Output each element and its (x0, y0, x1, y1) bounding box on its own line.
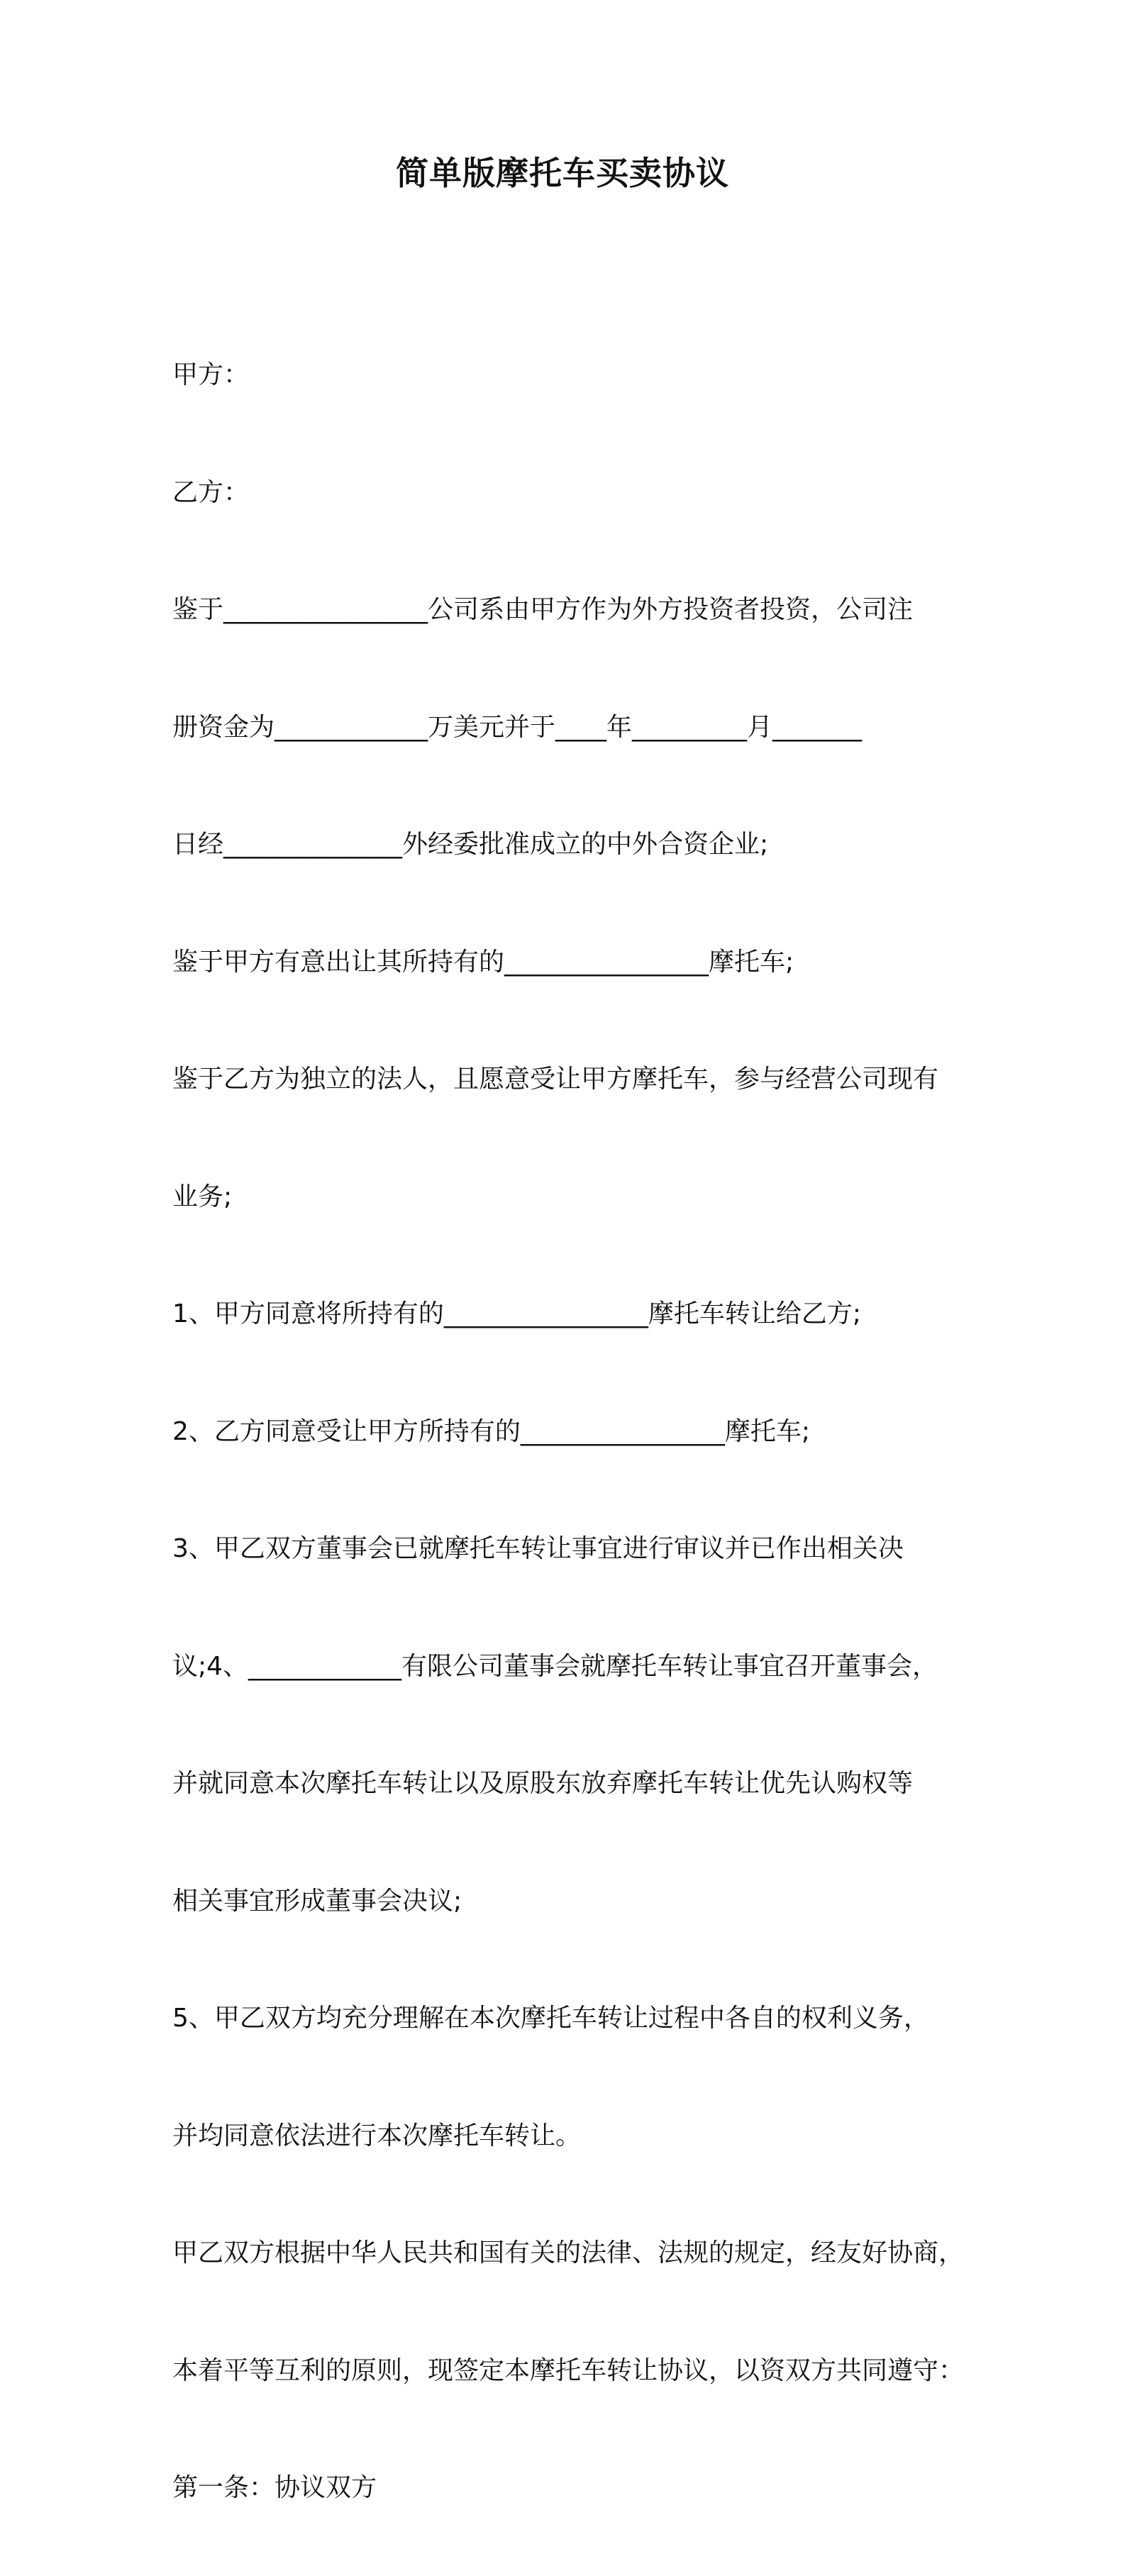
document-body (172, 287, 988, 2576)
clause-line: 3、甲乙双方董事会已就摩托车转让事宜进行审议并已作出相关决 (172, 1534, 904, 1563)
paragraph-line: 业务; (172, 1182, 233, 1211)
clause-line: 2、乙方同意受让甲方所持有的________________摩托车; (172, 1416, 811, 1446)
clause-line: 并就同意本次摩托车转让以及原股东放弃摩托车转让优先认购权等 (172, 1769, 914, 1798)
clause-line: 5、甲乙双方均充分理解在本次摩托车转让过程中各自的权利义务， (172, 2004, 929, 2033)
clause-line: 议;4、____________有限公司董事会就摩托车转让事宜召开董事会， (172, 1651, 938, 1681)
party-a-line: 甲方： (172, 360, 250, 389)
clause-line: 并均同意依法进行本次摩托车转让。 (172, 2121, 582, 2150)
paragraph-line: 鉴于甲方有意出让其所持有的________________摩托车; (172, 947, 794, 977)
paragraph-line: 册资金为____________万美元并于____年_________月_______ (172, 712, 863, 742)
article-heading: 第一条：协议双方 (172, 2473, 377, 2502)
party-b-line: 乙方： (172, 477, 250, 507)
paragraph-line: 鉴于乙方为独立的法人，且愿意受让甲方摩托车，参与经营公司现有 (172, 1065, 939, 1094)
document-title: 简单版摩托车买卖协议 (396, 154, 729, 192)
paragraph-line: 日经______________外经委批准成立的中外合资企业; (172, 830, 769, 859)
clause-line: 相关事宜形成董事会决议; (172, 1886, 462, 1916)
clause-line: 1、甲方同意将所持有的________________摩托车转让给乙方; (172, 1299, 862, 1328)
paragraph-line: 鉴于________________公司系由甲方作为外方投资者投资，公司注 (172, 595, 914, 624)
paragraph-line: 甲乙双方根据中华人民共和国有关的法律、法规的规定，经友好协商， (172, 2238, 965, 2267)
paragraph-line: 本着平等互利的原则，现签定本摩托车转让协议，以资双方共同遵守： (172, 2355, 965, 2385)
